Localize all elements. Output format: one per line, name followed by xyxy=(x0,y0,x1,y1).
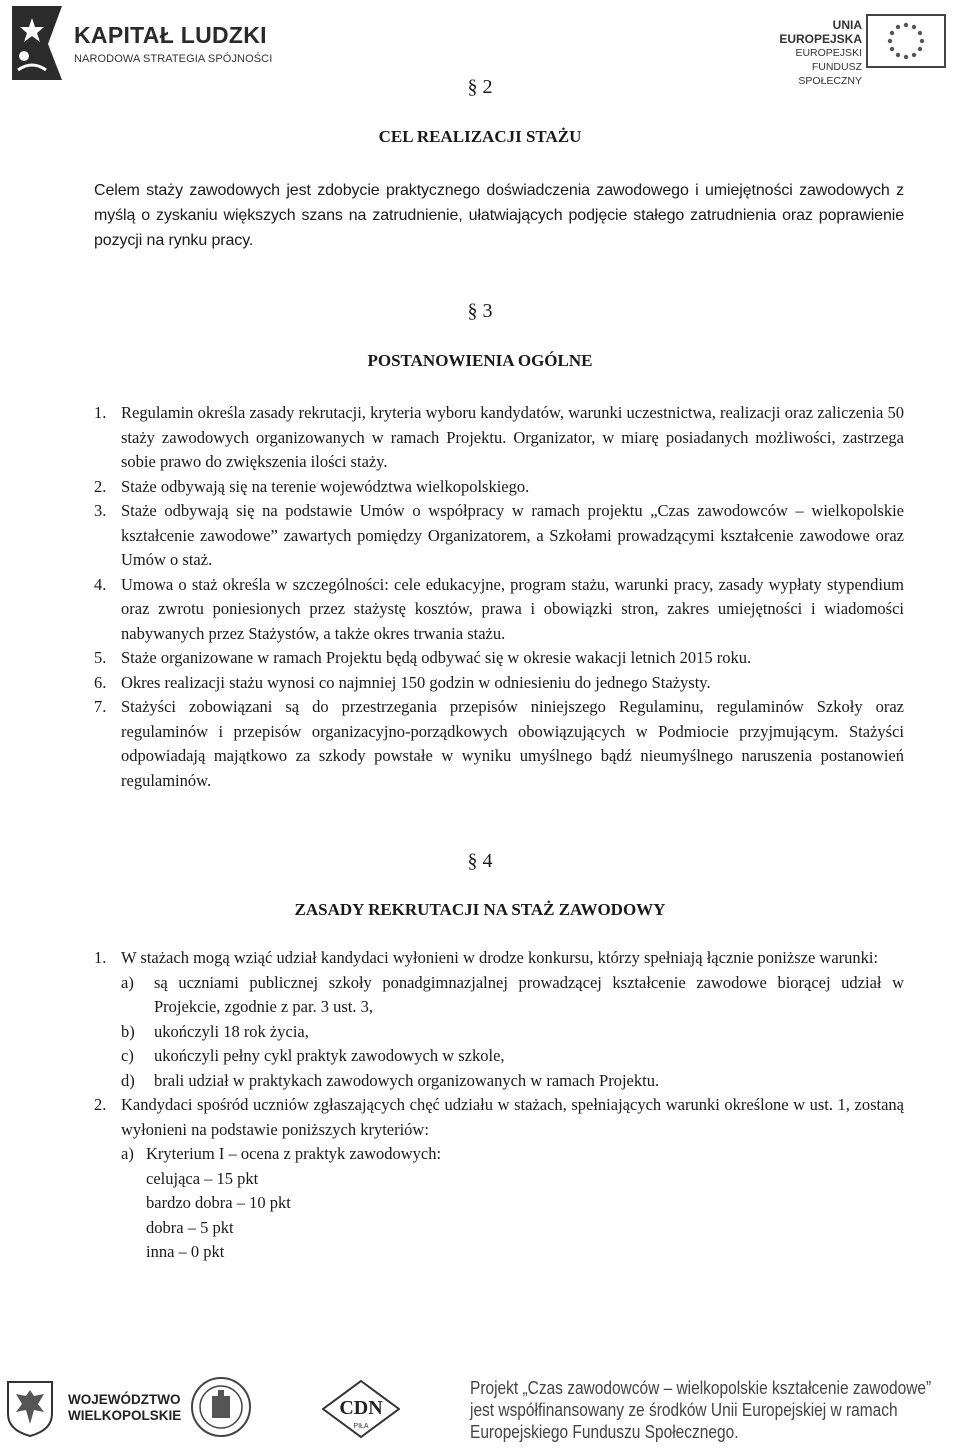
list-item-text: Staże odbywają się na podstawie Umów o współpracy w ramach projektu „Czas zawodowców – wielkopolskie kształcenie zawodowe” zawartych pomiędzy Organizatorem, a Szkołami prowadzącymi kształcenie zawodowe oraz Umów o staż. xyxy=(121,501,904,569)
list-item xyxy=(94,475,904,500)
wojewodztwo-line1: WOJEWÓDZTWO xyxy=(68,1392,181,1407)
list-item-text: Stażyści zobowiązani są do przestrzegania przepisów niniejszego Regulaminu, regulaminów Szkoły oraz regulaminów i przepisów organizacyjno-porządkowych obowiązujących w Podmiocie przyjmującym. Stażyści odpowiadają majątkowo za szkody powstałe w wyniku umyślnego bądź nieumyślnego naruszenia postanowień regulaminów. xyxy=(121,697,904,790)
cdn-logo-subtext: PIŁA xyxy=(353,1423,369,1430)
sub-item-letter: b) xyxy=(121,1021,135,1041)
list-item-text: W stażach mogą wziąć udział kandydaci wyłonieni w drodze konkursu, którzy spełniają łącznie poniższe warunki: xyxy=(121,948,879,967)
list-item-text: Kandydaci spośród uczniów zgłaszających chęć udziału w stażach, spełniających warunki określone w ust. 1, zostaną wyłonieni na podstawie poniższych kryteriów: xyxy=(121,1095,904,1139)
grade-item: dobra – 5 pkt xyxy=(146,1217,234,1237)
sub-item-text: są uczniami publicznej szkoły ponadgimnazjalnej prowadzącej kształcenie zawodowe biorącej udział w Projekcie, zgodnie z par. 3 ust. 3, xyxy=(154,972,904,1016)
list-item-number: 4. xyxy=(94,574,107,594)
project-footer-line3: Europejskiego Funduszu Społecznego. xyxy=(470,1422,739,1442)
project-footer-text xyxy=(470,1377,932,1443)
list-item xyxy=(94,499,904,573)
section-4-title: ZASADY REKRUTACJI NA STAŻ ZAWODOWY xyxy=(294,900,666,919)
cdn-logo-text: CDN xyxy=(339,1397,383,1419)
wielkopolska-eagle-crest-icon xyxy=(4,1378,56,1438)
kapital-ludzki-emblem-icon xyxy=(8,4,66,82)
eu-logo xyxy=(766,12,946,87)
wojewodztwo-line2: WIELKOPOLSKIE xyxy=(68,1408,182,1423)
sub-item-text: brali udział w praktykach zawodowych organizowanych w ramach Projektu. xyxy=(154,1070,660,1090)
list-item-number: 2. xyxy=(94,476,107,496)
list-item-number: 1. xyxy=(94,948,107,967)
project-footer-line2: jest współfinansowany ze środków Unii Europejskiej w ramach xyxy=(470,1400,898,1420)
sub-item-text: ukończyli pełny cykl praktyk zawodowych w szkole, xyxy=(154,1046,505,1065)
cdn-pila-logo xyxy=(322,1380,400,1438)
list-item xyxy=(94,646,904,671)
list-item-text: Umowa o staż określa w szczególności: cele edukacyjne, program stażu, warunki pracy, zasady wypłaty stypendium oraz zwrotu poniesionych przez stażystę kosztów, prawa i obowiązki stron, zakres umiejętności i wiadomości nabywanych przez Stażystów, a także okres trwania stażu. xyxy=(121,574,904,643)
criterion-letter: a) xyxy=(121,1144,134,1163)
list-item xyxy=(94,573,904,647)
criterion-text: Kryterium I – ocena z praktyk zawodowych: xyxy=(146,1144,442,1163)
list-item xyxy=(94,1093,904,1142)
eu-logo-line1: UNIA EUROPEJSKA xyxy=(779,18,862,46)
grade-item: celująca – 15 pkt xyxy=(146,1168,259,1188)
section-4-mark: § 4 xyxy=(467,850,493,872)
sub-item xyxy=(94,971,904,1020)
eu-logo-line2: EUROPEJSKI xyxy=(795,47,862,59)
project-footer-line1: Projekt „Czas zawodowców – wielkopolskie kształcenie zawodowe” xyxy=(470,1378,932,1398)
section-2-text: Celem staży zawodowych jest zdobycie praktycznego doświadczenia zawodowego i umiejętności zawodowych z myślą o zyskaniu większych szans na zatrudnienie, ułatwiających podjęcie stałego zatrudnienia oraz poprawienie pozycji na rynku pracy. xyxy=(94,182,904,249)
list-item xyxy=(94,695,904,793)
section-4-list xyxy=(94,946,904,1265)
section-3-mark: § 3 xyxy=(467,300,493,322)
list-item xyxy=(94,946,904,971)
eu-flag-icon xyxy=(866,14,946,68)
list-item-number: 1. xyxy=(94,403,107,422)
list-item-number: 7. xyxy=(94,697,107,716)
sub-item-letter: c) xyxy=(121,1046,134,1065)
criterion-item xyxy=(94,1142,904,1167)
kapital-ludzki-subtitle: NARODOWA STRATEGIA SPÓJNOŚCI xyxy=(74,53,273,65)
sub-item-letter: a) xyxy=(121,972,134,992)
list-item-text: Regulamin określa zasady rekrutacji, kryteria wyboru kandydatów, warunki uczestnictwa, realizacji oraz zaliczenia 50 staży zawodowych organizowanych w ramach Projektu. Organizator, w miarę posiadanych możliwości, zastrzega sobie prawo do zwiększenia ilości staży. xyxy=(121,403,904,471)
section-2-title: CEL REALIZACJI STAŻU xyxy=(378,127,582,146)
grade-item: bardzo dobra – 10 pkt xyxy=(146,1193,291,1212)
list-item xyxy=(94,401,904,475)
list-item-text: Staże odbywają się na terenie województwa wielkopolskiego. xyxy=(121,476,530,496)
kapital-ludzki-title: KAPITAŁ LUDZKI xyxy=(74,22,267,48)
list-item xyxy=(94,671,904,696)
list-item-number: 6. xyxy=(94,672,107,692)
eu-logo-line3: FUNDUSZ SPOŁECZNY xyxy=(798,61,862,87)
list-item-number: 5. xyxy=(94,648,107,667)
list-item-number: 3. xyxy=(94,501,107,520)
sub-item-letter: d) xyxy=(121,1070,135,1090)
kapital-ludzki-logo xyxy=(8,4,273,86)
university-seal-icon xyxy=(190,1376,252,1438)
sub-item xyxy=(94,1044,904,1069)
list-item-text: Staże organizowane w ramach Projektu będą odbywać się w okresie wakacji letnich 2015 roku. xyxy=(121,648,752,667)
sub-item-text: ukończyli 18 rok życia, xyxy=(154,1021,309,1041)
sub-item xyxy=(94,1069,904,1094)
grade-item: inna – 0 pkt xyxy=(146,1242,225,1261)
list-item-text: Okres realizacji stażu wynosi co najmniej 150 godzin w odniesieniu do jednego Stażysty. xyxy=(121,672,711,692)
sub-item xyxy=(94,1020,904,1045)
section-2-mark: § 2 xyxy=(467,76,493,98)
section-3-title: POSTANOWIENIA OGÓLNE xyxy=(367,351,593,370)
list-item-number: 2. xyxy=(94,1095,107,1114)
wojewodztwo-logo-text xyxy=(68,1392,181,1424)
section-3-list xyxy=(94,401,904,793)
